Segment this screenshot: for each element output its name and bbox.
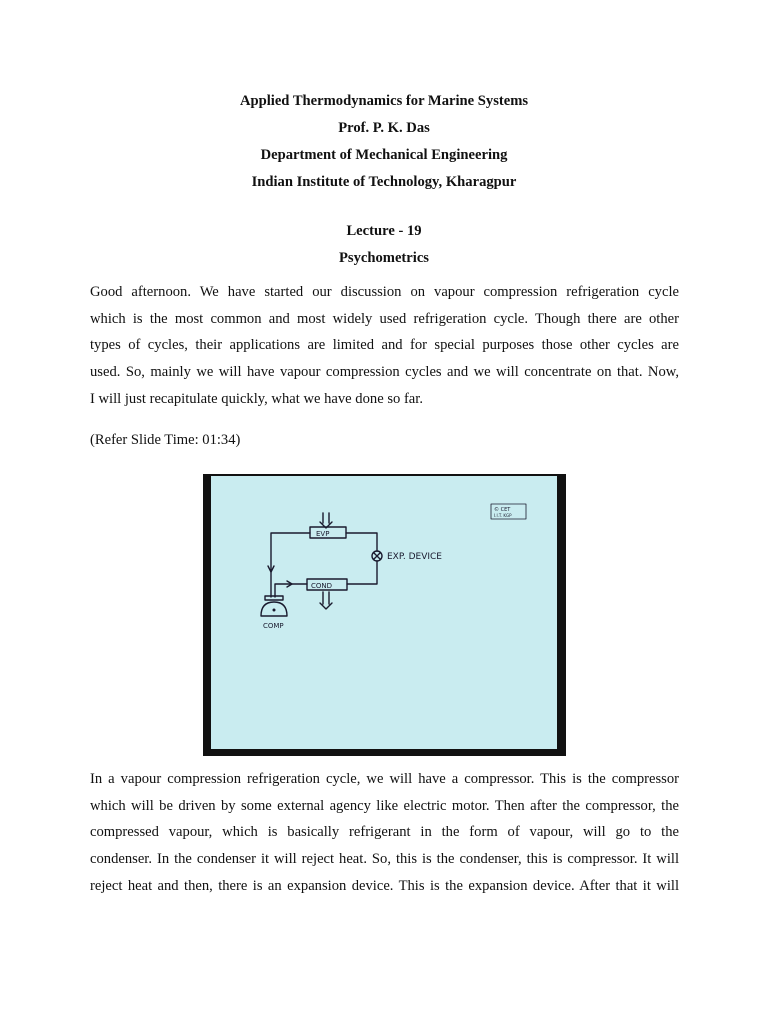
- compressor-label: COMP: [263, 622, 284, 630]
- watermark-line-2: I.I.T. KGP: [494, 513, 512, 518]
- lecture-topic: Psychometrics: [339, 250, 429, 266]
- refer-slide-time: (Refer Slide Time: 01:34): [90, 432, 241, 448]
- slide-image: [203, 474, 566, 756]
- paragraph-line: condenser. In the condenser it will reject heat. So, this is the condenser, this is compressor. It will: [90, 851, 679, 868]
- paragraph-line: compressed vapour, which is basically refrigerant in the form of vapour, will go to the: [90, 824, 679, 841]
- paragraph-line: I will just recapitulate quickly, what we have done so far.: [90, 390, 423, 407]
- watermark-line-1: © CET: [494, 507, 511, 513]
- department-name: Department of Mechanical Engineering: [260, 147, 508, 163]
- refrigeration-cycle-diagram: [211, 476, 557, 749]
- slide-board: [211, 476, 557, 749]
- professor-name: Prof. P. K. Das: [338, 120, 430, 136]
- paragraph-line: used. So, mainly we will have vapour compression cycles and we will concentrate on that. Now,: [90, 364, 679, 381]
- expansion-device-label: EXP. DEVICE: [387, 552, 442, 562]
- course-title: Applied Thermodynamics for Marine Systems: [239, 93, 529, 109]
- paragraph-line: types of cycles, their applications are limited and for special purposes those other cycles are: [90, 337, 679, 354]
- paragraph-line: In a vapour compression refrigeration cycle, we will have a compressor. This is the compressor: [90, 771, 679, 787]
- heat-in-arrow-icon: [320, 513, 332, 528]
- intro-paragraph: [90, 279, 679, 412]
- condenser-label: COND: [311, 582, 333, 590]
- paragraph-line: which will be driven by some external agency like electric motor. Then after the compressor, the: [90, 797, 679, 814]
- paragraph-line: Good afternoon. We have started our discussion on vapour compression refrigeration cycle: [90, 284, 679, 300]
- compressor-top: [265, 596, 283, 600]
- lecture-number: Lecture - 19: [346, 223, 422, 239]
- body-paragraph: [90, 766, 679, 899]
- paragraph-line: reject heat and then, there is an expansion device. This is the expansion device. After that it will: [90, 877, 679, 894]
- evaporator-label: EVP: [316, 530, 330, 538]
- heat-out-arrow-icon: [320, 592, 332, 609]
- paragraph-line: which is the most common and most widely used refrigeration cycle. Though there are other: [90, 310, 679, 327]
- institute-name: Indian Institute of Technology, Kharagpur: [251, 174, 517, 190]
